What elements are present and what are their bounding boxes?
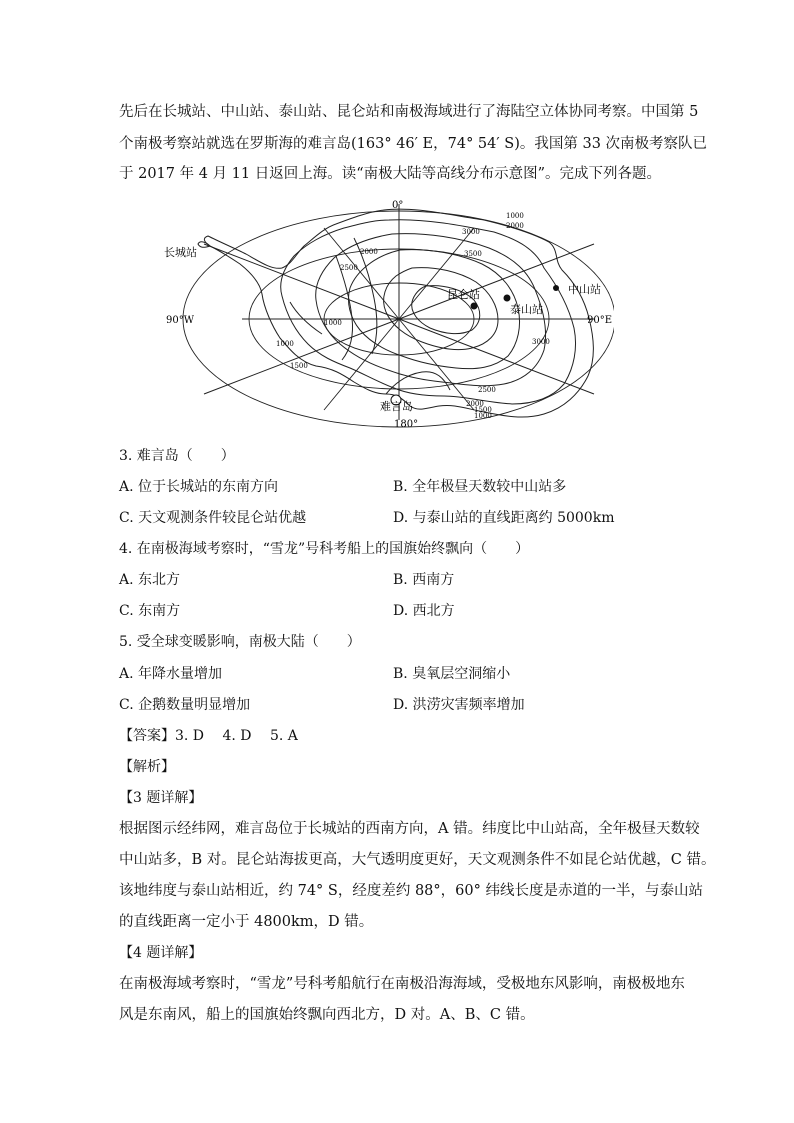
contour-label-13: 2000	[360, 248, 378, 256]
contour-label-5: 2500	[478, 386, 496, 394]
contour-label-14: 2500	[340, 264, 358, 272]
q4-detail-line-2: 风是东南风，船上的国旗始终飘向西北方，D 对。A、B、C 错。	[119, 1007, 535, 1023]
label-90e: 90°E	[587, 315, 613, 326]
q3-detail-line-2: 中山站多，B 对。昆仑站海拔更高，大气透明度更好，天文观测条件不如昆仑站优越，C 错。	[119, 852, 716, 868]
question-5-stem: 5. 受全球变暖影响，南极大陆（ ）	[119, 634, 361, 650]
label-kunlun: 昆仑站	[447, 288, 480, 301]
q3-detail-line-3: 该地纬度与泰山站相近，约 74° S，经度差约 88°，60° 纬线长度是赤道的一半，与泰山站	[119, 883, 703, 899]
q3-option-c: C. 天文观测条件较昆仑站优越	[119, 510, 307, 526]
label-changcheng: 长城站	[164, 246, 197, 259]
q3-option-b: B. 全年极昼天数较中山站多	[393, 479, 567, 495]
zhongshan-marker	[553, 285, 559, 291]
kunlun-marker	[471, 303, 478, 310]
taishan-marker	[504, 295, 511, 302]
contour-label-8: 1000	[474, 412, 492, 420]
q4-detail-heading: 【4 题详解】	[119, 945, 203, 961]
analysis-heading: 【解析】	[119, 759, 175, 775]
contour-label-9: 3000	[532, 338, 550, 346]
intro-line-1: 先后在长城站、中山站、泰山站、昆仑站和南极海域进行了海陆空立体协同考察。中国第 5	[119, 104, 699, 120]
contour-label-11: 1000	[276, 340, 294, 348]
q5-option-a: A. 年降水量增加	[119, 666, 223, 682]
contour-label-1: 1000	[506, 212, 524, 220]
label-taishan: 泰山站	[510, 303, 543, 316]
q3-option-a: A. 位于长城站的东南方向	[119, 479, 279, 495]
contour-3500	[384, 268, 498, 350]
label-180: 180°	[394, 419, 419, 430]
q3-detail-line-4: 的直线距离一定小于 4800km，D 错。	[119, 914, 374, 930]
contour-label-7: 1500	[474, 406, 492, 414]
q5-option-b: B. 臭氧层空洞缩小	[393, 666, 511, 682]
contour-label-4: 3500	[464, 250, 482, 258]
question-3-stem: 3. 难言岛（ ）	[119, 448, 235, 464]
contour-label-12: 1500	[290, 362, 308, 370]
contour-label-10: 1000	[324, 319, 342, 327]
q4-option-b: B. 西南方	[393, 572, 455, 588]
contour-label-2: 2000	[506, 222, 524, 230]
label-90w: 90°W	[166, 315, 195, 326]
question-4-stem: 4. 在南极海域考察时，“雪龙”号科考船上的国旗始终飘向（ ）	[119, 541, 530, 557]
q4-option-a: A. 东北方	[119, 572, 181, 588]
peninsula	[198, 242, 210, 247]
q3-option-d: D. 与泰山站的直线距离约 5000km	[393, 510, 615, 526]
intro-line-2: 个南极考察站就选在罗斯海的难言岛(163° 46′ E，74° 54′ S)。我国第 33 次南极考察队已	[119, 136, 708, 152]
q4-option-d: D. 西北方	[393, 603, 455, 619]
label-nanyan: 难言岛	[380, 400, 413, 413]
q3-detail-line-1: 根据图示经纬网，难言岛位于长城站的西南方向，A 错。纬度比中山站高，全年极昼天数较	[119, 821, 700, 837]
q5-option-d: D. 洪涝灾害频率增加	[393, 697, 525, 713]
contour-ross	[386, 372, 450, 394]
label-zhongshan: 中山站	[568, 283, 601, 296]
q4-option-c: C. 东南方	[119, 603, 181, 619]
contour-label-3: 3000	[462, 228, 480, 236]
intro-line-3: 于 2017 年 4 月 11 日返回上海。读“南极大陆等高线分布示意图”。完成下列各题。	[119, 166, 662, 182]
q5-option-c: C. 企鹅数量明显增加	[119, 697, 251, 713]
contour-label-6: 2000	[466, 400, 484, 408]
q4-detail-line-1: 在南极海域考察时，“雪龙”号科考船航行在南极沿海海域，受极地东风影响，南极极地东	[119, 976, 685, 992]
q3-detail-heading: 【3 题详解】	[119, 790, 203, 806]
label-0: 0°	[392, 200, 404, 211]
answer-line: 【答案】3. D 4. D 5. A	[119, 728, 298, 744]
antarctica-contour-map	[164, 198, 614, 430]
